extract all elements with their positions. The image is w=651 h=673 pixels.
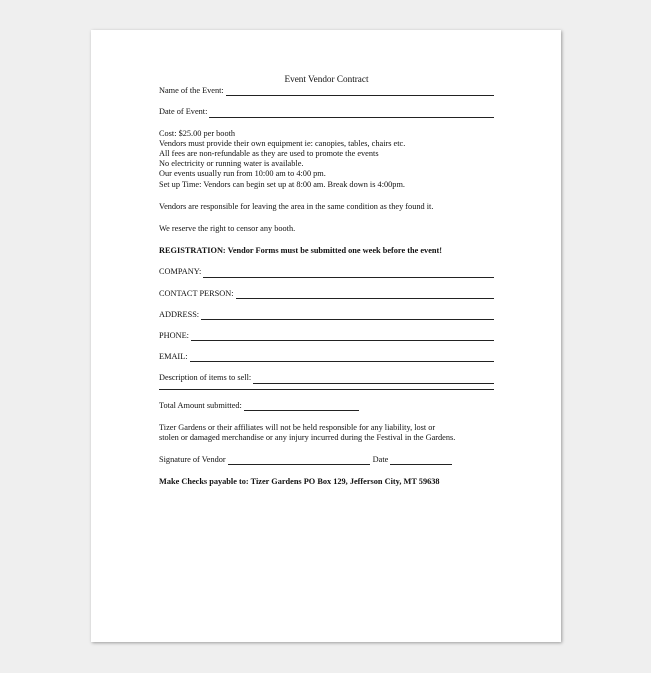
info-line: No electricity or running water is available. <box>159 159 304 169</box>
info-line: All fees are non-refundable as they are used to promote the events <box>159 149 379 159</box>
event-info-block <box>159 129 494 190</box>
disclaimer <box>159 423 494 443</box>
description-line[interactable] <box>253 375 494 384</box>
document-title: Event Vendor Contract <box>284 74 369 84</box>
payment-instructions: Make Checks payable to: Tizer Gardens PO Box 129, Jefferson City, MT 59638 <box>159 477 440 487</box>
info-line: Cost: $25.00 per booth <box>159 128 236 138</box>
info-line: Our events usually run from 10:00 am to 4:00 pm. <box>159 169 326 179</box>
phone-label: PHONE: <box>159 331 189 341</box>
description-label: Description of items to sell: <box>159 373 252 383</box>
address-label: ADDRESS: <box>159 309 200 319</box>
responsibility-text: Vendors are responsible for leaving the area in the same condition as they found it. <box>159 201 434 211</box>
event-name-line[interactable] <box>226 87 494 96</box>
total-amount-line[interactable] <box>244 402 359 411</box>
date-label: Date <box>372 455 389 465</box>
document-page <box>91 30 561 642</box>
company-label: COMPANY: <box>159 267 202 277</box>
event-name-label: Name of the Event: <box>159 86 224 96</box>
event-date-line[interactable] <box>209 109 494 118</box>
email-label: EMAIL: <box>159 352 188 362</box>
contact-person-label: CONTACT PERSON: <box>159 288 234 298</box>
censor-text: We reserve the right to censor any booth. <box>159 224 296 234</box>
company-line[interactable] <box>203 269 494 278</box>
event-name-field[interactable] <box>159 86 494 96</box>
total-amount-field[interactable] <box>159 401 494 411</box>
company-field[interactable] <box>159 267 494 277</box>
signature-row[interactable] <box>159 455 494 465</box>
info-line: Vendors must provide their own equipment ie: canopies, tables, chairs etc. <box>159 138 406 148</box>
contact-person-field[interactable] <box>159 289 494 299</box>
address-field[interactable] <box>159 310 494 320</box>
disclaimer-line: stolen or damaged merchandise or any injury incurred during the Festival in the Gardens. <box>159 433 456 443</box>
registration-notice: REGISTRATION: Vendor Forms must be submitted one week before the event! <box>159 246 443 256</box>
contact-person-line[interactable] <box>236 290 494 299</box>
date-line[interactable] <box>390 456 452 465</box>
address-line[interactable] <box>201 311 494 320</box>
email-line[interactable] <box>190 353 494 362</box>
email-field[interactable] <box>159 352 494 362</box>
description-field[interactable] <box>159 373 494 383</box>
signature-label: Signature of Vendor <box>159 455 226 465</box>
contract-body <box>159 74 494 488</box>
signature-line[interactable] <box>228 456 370 465</box>
info-line: Set up Time: Vendors can begin set up at 8:00 am. Break down is 4:00pm. <box>159 179 405 189</box>
phone-field[interactable] <box>159 331 494 341</box>
phone-line[interactable] <box>191 332 494 341</box>
disclaimer-line: Tizer Gardens or their affiliates will not be held responsible for any liability, lost or <box>159 422 436 432</box>
event-date-label: Date of Event: <box>159 107 208 117</box>
event-date-field[interactable] <box>159 107 494 117</box>
total-amount-label: Total Amount submitted: <box>159 400 242 410</box>
